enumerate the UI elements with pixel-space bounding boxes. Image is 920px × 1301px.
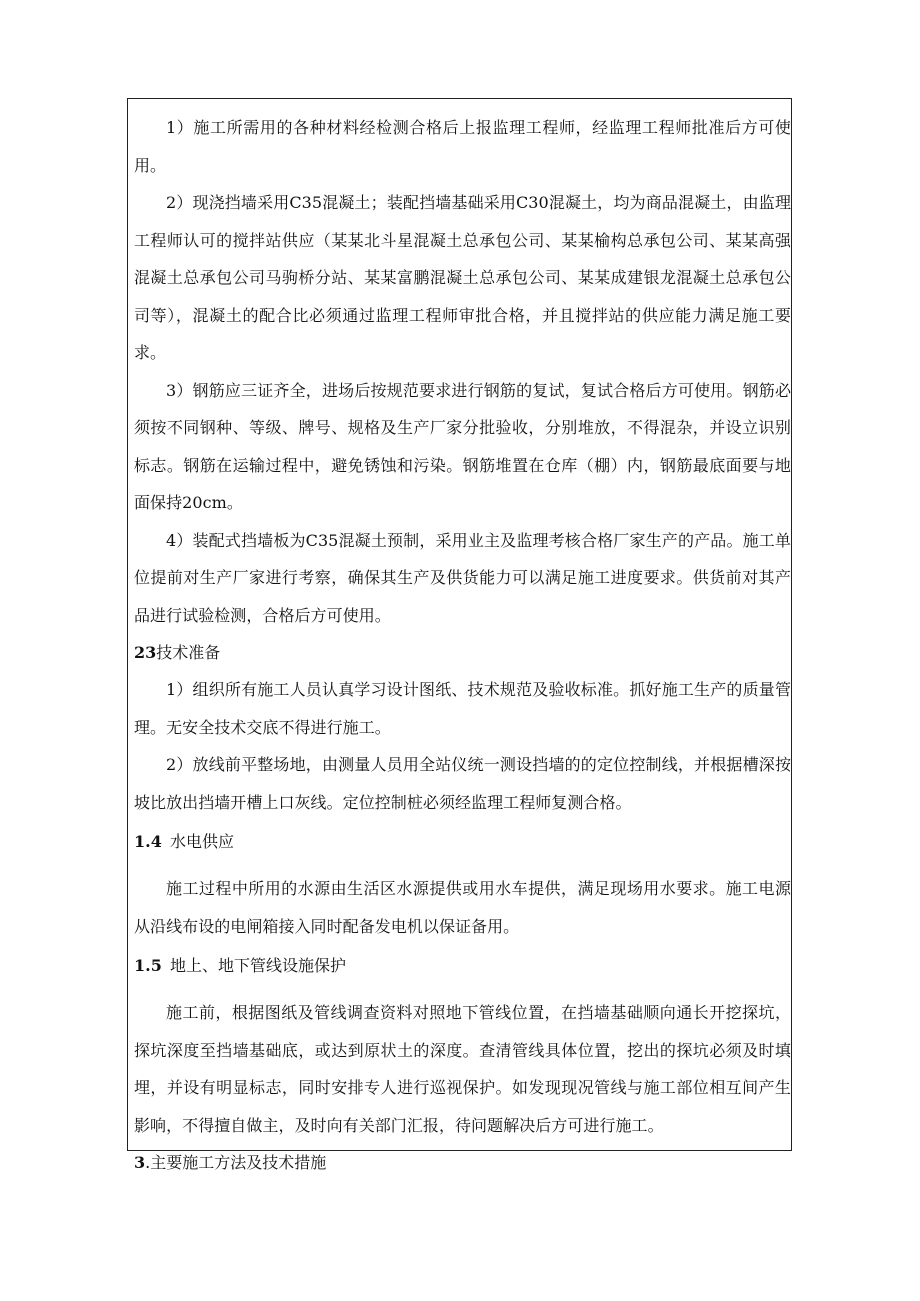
section-number: 1.4	[134, 832, 162, 851]
section-number: 23	[134, 643, 157, 662]
pipeline-protection-heading	[134, 947, 791, 984]
tech-item-2: 2）放线前平整场地，由测量人员用全站仪统一测设挡墙的的定位控制线，并根据槽深按坡比放出挡墙开槽上口灰线。定位控制桩必须经监理工程师复测合格。	[134, 755, 791, 812]
main-methods-heading	[134, 1144, 791, 1181]
rebar-paragraph: 3）钢筋应三证齐全，进场后按规范要求进行钢筋的复试，复试合格后方可使用。钢筋必须按不同钢种、等级、牌号、规格及生产厂家分批验收，分别堆放，不得混杂，并设立识别标志。钢筋在运输过程中，避免锈蚀和污染。钢筋堆置在仓库（棚）内，钢筋最底面要与地面保持20cm。	[134, 380, 791, 512]
section-title: 地上、地下管线设施保护	[170, 956, 347, 975]
prefab-wall-panel-paragraph: 4）装配式挡墙板为C35混凝土预制，采用业主及监理考核合格厂家生产的产品。施工单位提前对生产厂家进行考察，确保其生产及供货能力可以满足施工进度要求。供货前对其产品进行试验检测，合格后方可使用。	[134, 530, 791, 625]
section-title: .主要施工方法及技术措施	[145, 1153, 327, 1172]
section-title: 技术准备	[156, 643, 221, 662]
section-title: 水电供应	[170, 832, 235, 851]
pipeline-protection-paragraph: 施工前，根据图纸及管线调查资料对照地下管线位置，在挡墙基础顺向通长开挖探坑，探坑深度至挡墙基础底，或达到原状土的深度。查清管线具体位置，挖出的探坑必须及时填埋，并设有明显标志，同时安排专人进行巡视保护。如发现现况管线与施工部位相互间产生影响，不得擅自做主，及时向有关部门汇报，待问题解决后方可进行施工。	[134, 1003, 791, 1135]
tech-preparation-heading	[134, 634, 791, 671]
water-power-paragraph: 施工过程中所用的水源由生活区水源提供或用水车提供，满足现场用水要求。施工电源从沿线布设的电闸箱接入同时配备发电机以保证备用。	[134, 879, 791, 936]
material-inspection-paragraph: 1）施工所需用的各种材料经检测合格后上报监理工程师，经监理工程师批准后方可使用。	[134, 118, 791, 175]
water-power-heading	[134, 823, 791, 860]
concrete-supply-paragraph: 2）现浇挡墙采用C35混凝土；装配挡墙基础采用C30混凝土，均为商品混凝土，由监理工程师认可的搅拌站供应（某某北斗星混凝土总承包公司、某某榆构总承包公司、某某高强混凝土总承包公司马驹桥分站、某某富鹏混凝土总承包公司、某某成建银龙混凝土总承包公司等），混凝土的配合比必须通过监理工程师审批合格，并且搅拌站的供应能力满足施工要求。	[134, 193, 791, 362]
tech-item-1: 1）组织所有施工人员认真学习设计图纸、技术规范及验收标准。抓好施工生产的质量管理。无安全技术交底不得进行施工。	[134, 680, 791, 737]
document-frame	[127, 98, 792, 1172]
section-number: 3	[134, 1153, 146, 1172]
section-number: 1.5	[134, 956, 162, 975]
